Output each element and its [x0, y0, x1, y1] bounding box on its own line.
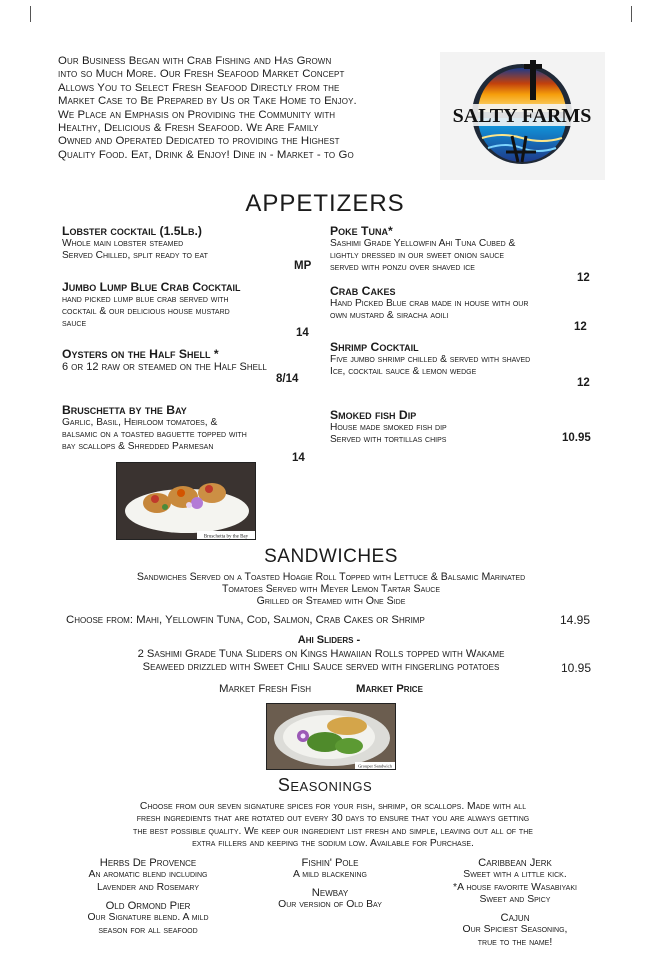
- intro-line: Healthy, Delicious & Fresh Seafood. We Are Family: [58, 122, 319, 135]
- intro-line: Our Business Began with Crab Fishing and Has Grown: [58, 55, 332, 67]
- item-desc: sauce: [62, 318, 87, 330]
- menu-item: [330, 224, 605, 275]
- seasoning-name: Newbay: [311, 887, 349, 899]
- item-name: Poke Tuna*: [330, 224, 393, 238]
- seasoning-desc: A mild blackening: [293, 869, 367, 880]
- intro-line: Owned and Operated Dedicated to providing the Highest: [58, 135, 340, 148]
- seasoning-name: Caribbean Jerk: [478, 857, 552, 869]
- item-name: Smoked fish Dip: [330, 408, 417, 422]
- seasoning-desc: An aromatic blend including: [88, 869, 208, 880]
- item-desc: Garlic, Basil, Heirloom tomatoes, &: [62, 417, 218, 428]
- item-price: 10.95: [562, 432, 591, 444]
- item-name: Jumbo Lump Blue Crab Cocktail: [62, 280, 241, 294]
- item-desc: cocktail & our delicious house mustard: [62, 306, 230, 318]
- bruschetta-photo: [116, 462, 256, 540]
- market-fresh-fish: Market Fresh Fish: [219, 683, 311, 695]
- seasoning-desc: *A house favorite Wasabiyaki: [453, 881, 577, 893]
- grouper-sandwich-photo: [266, 703, 396, 770]
- intro-line: Quality Food. Eat, Drink & Enjoy! Dine in - Market - to Go: [58, 148, 354, 161]
- item-price: MP: [294, 260, 312, 272]
- sandwich-choices-price: 14.95: [560, 613, 591, 627]
- salty-farms-logo: [440, 52, 605, 180]
- intro-paragraph: [58, 55, 438, 162]
- item-price: 12: [577, 272, 590, 284]
- item-price: 14: [296, 327, 309, 339]
- seasoning-item: [250, 887, 410, 912]
- seasoning-item: [58, 857, 238, 894]
- seasoning-desc: Our Signature blend. A mild: [87, 912, 209, 923]
- intro-line: We Place an Emphasis on Providing the Community with: [58, 108, 336, 121]
- menu-item: [62, 403, 327, 454]
- intro-line: Market Case to Be Prepared by Us or Take Home to Enjoy.: [58, 95, 357, 108]
- ahi-sliders-title: Ahi Sliders -: [297, 634, 361, 646]
- item-desc: served with ponzu over shaved ice: [330, 262, 475, 274]
- item-desc: Served Chilled, split ready to eat: [62, 250, 208, 262]
- seasoning-name: Fishin' Pole: [301, 857, 359, 869]
- item-desc: bay scallops & Shredded Parmesan: [62, 441, 214, 453]
- ahi-sliders-price: 10.95: [561, 661, 592, 675]
- item-desc: 6 or 12 raw or steamed on the Half Shell: [62, 361, 267, 373]
- item-desc: Hand Picked Blue crab made in house with our: [330, 298, 529, 309]
- seasoning-desc: true to the name!: [477, 936, 553, 948]
- sandwich-choices: Choose from: Mahi, Yellowfin Tuna, Cod, Salmon, Crab Cakes or Shrimp: [66, 614, 425, 626]
- photo-caption: Grouper Sandwich: [358, 763, 392, 769]
- item-price: 12: [574, 321, 587, 333]
- seasonings-intro: [2, 801, 662, 851]
- seasoning-desc: Our version of Old Bay: [278, 899, 382, 910]
- seasoning-item: [420, 912, 610, 949]
- seasonings-intro-line: the best possible quality. We keep our ingredient list fresh and simple, leaving out all of the: [133, 825, 533, 837]
- menu-item: [330, 408, 560, 446]
- menu-item: [62, 347, 322, 373]
- market-price: Market Price: [356, 683, 423, 695]
- seasonings-intro-line: fresh ingredients that are rotated out every 30 days to ensure that you are always getting: [136, 813, 530, 825]
- menu-item: [62, 224, 322, 262]
- item-desc: own mustard & siracha aoili: [330, 310, 449, 322]
- seasoning-name: Cajun: [500, 912, 530, 924]
- appetizers-heading: APPETIZERS: [245, 190, 405, 217]
- intro-line: Allows You to Select Fresh Seafood Directly from the: [58, 81, 340, 94]
- sandwiches-intro: [0, 571, 662, 607]
- seasoning-desc: season for all seafood: [98, 924, 198, 936]
- seasoning-desc: Sweet with a little kick.: [463, 869, 567, 880]
- item-price: 12: [577, 377, 590, 389]
- item-desc: Whole main lobster steamed: [62, 238, 184, 249]
- seasonings-intro-line: extra fillers and keeping the sodium low. Available for Purchase.: [192, 838, 474, 850]
- item-desc: Ice, cocktail sauce & lemon wedge: [330, 366, 477, 378]
- sandwiches-heading: SANDWICHES: [264, 546, 398, 567]
- seasoning-item: [420, 857, 610, 907]
- logo-text: SALTY FARMS: [452, 105, 592, 127]
- item-desc: lightly dressed in our sweet onion sauce: [330, 250, 504, 262]
- item-desc: Sashimi Grade Yellowfin Ahi Tuna Cubed &: [330, 238, 516, 249]
- item-desc: balsamic on a toasted baguette topped with: [62, 429, 247, 441]
- item-name: Lobster cocktail (1.5Lb.): [62, 224, 202, 238]
- item-desc: Served with tortillas chips: [330, 434, 447, 446]
- seasoning-item: [250, 857, 410, 882]
- item-name: Shrimp Cocktail: [330, 340, 419, 354]
- seasoning-item: [58, 900, 238, 937]
- seasoning-desc: Our Spiciest Seasoning,: [462, 924, 568, 935]
- item-desc: Five jumbo shrimp chilled & served with shaved: [330, 354, 531, 365]
- ahi-sliders-line: Seaweed drizzled with Sweet Chili Sauce served with fingerling potatoes: [142, 661, 500, 673]
- menu-item: [330, 340, 610, 378]
- seasoning-desc: Lavender and Rosemary: [96, 881, 200, 893]
- item-name: Oysters on the Half Shell *: [62, 347, 219, 361]
- item-price: 8/14: [276, 373, 299, 385]
- ahi-sliders-line: 2 Sashimi Grade Tuna Sliders on Kings Hawaiian Rolls topped with Wakame: [137, 648, 505, 660]
- top-left-crop-mark: [30, 6, 31, 22]
- seasoning-name: Old Ormond Pier: [105, 900, 191, 912]
- menu-item: [62, 280, 317, 331]
- seasoning-desc: Sweet and Spicy: [479, 894, 551, 906]
- photo-caption: Bruschetta by the Bay: [203, 534, 249, 540]
- seasonings-heading: Seasonings: [277, 775, 373, 795]
- item-name: Crab Cakes: [330, 284, 396, 298]
- item-price: 14: [292, 452, 305, 464]
- top-right-crop-mark: [631, 6, 632, 22]
- seasoning-name: Herbs De Provence: [99, 857, 197, 869]
- sandwiches-intro-line: Tomatoes Served with Meyer Lemon Tartar Sauce: [221, 583, 441, 595]
- item-desc: hand picked lump blue crab served with: [62, 294, 229, 305]
- item-name: Bruschetta by the Bay: [62, 403, 187, 417]
- ahi-sliders-desc: [0, 648, 652, 674]
- item-desc: House made smoked fish dip: [330, 422, 447, 433]
- sandwiches-intro-line: Sandwiches Served on a Toasted Hoagie Roll Topped with Lettuce & Balsamic Marinated: [136, 571, 526, 583]
- sandwiches-intro-line: Grilled or Steamed with One Side: [256, 595, 406, 607]
- menu-item: [330, 284, 605, 322]
- intro-line: into so Much More. Our Fresh Seafood Market Concept: [58, 68, 345, 81]
- seasonings-intro-line: Choose from our seven signature spices for your fish, shrimp, or scallops. Made with all: [139, 801, 527, 812]
